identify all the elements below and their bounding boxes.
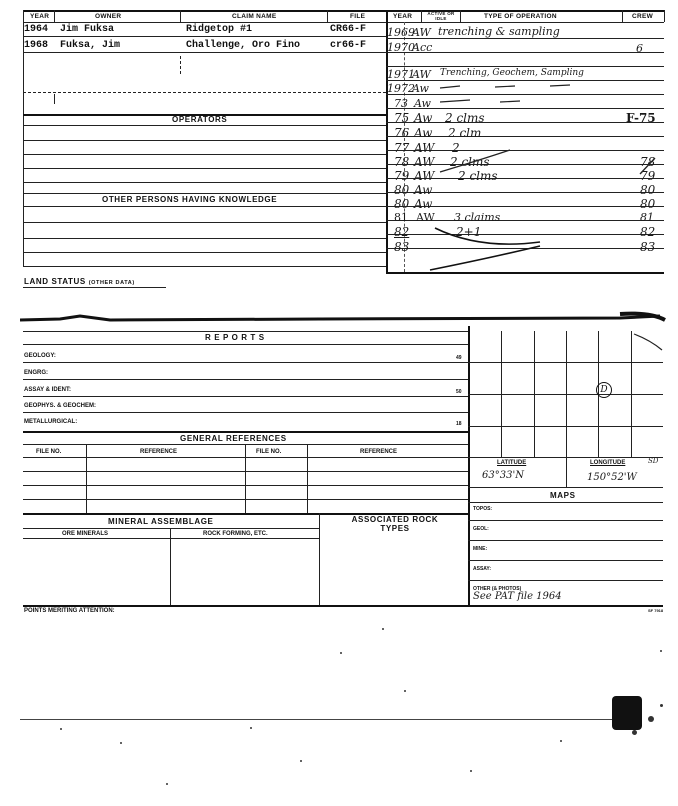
owner-row-2-year: 1968 <box>24 40 49 51</box>
owner-row-1-owner: Jim Fuksa <box>60 24 115 35</box>
activity-status-11: Aw <box>414 183 433 197</box>
activity-status-8: AW <box>414 141 435 155</box>
reports-assay-num: 50 <box>456 389 462 395</box>
activity-year-2: 1970 <box>387 41 415 54</box>
torn-edge-band <box>20 310 670 326</box>
activity-status-12: Aw <box>414 197 433 211</box>
owner-row-2-owner: Fuksa, Jim <box>60 40 121 51</box>
activity-operation-14: 2+1 <box>456 225 482 239</box>
activity-crew-2: 6 <box>636 42 643 55</box>
activity-year-12: 80 <box>394 197 410 211</box>
points-meriting-attention-label: POINTS MERITING ATTENTION: <box>24 608 115 614</box>
header-crew: CREW <box>632 13 654 20</box>
activity-status-7: Aw <box>414 126 433 140</box>
activity-status-5: Aw <box>414 97 431 110</box>
activity-status-10: AW <box>414 169 435 183</box>
activity-operation-8: 2 <box>452 141 460 155</box>
activity-year-6: 75 <box>394 111 410 125</box>
owner-row-1-year: 1964 <box>24 24 49 35</box>
activity-year-7: 76 <box>394 126 410 140</box>
activity-crew-10: 79 <box>640 169 656 183</box>
land-status-label: LAND STATUS <box>24 277 86 286</box>
grid-corner-stroke <box>632 330 664 358</box>
activity-crew-12: 80 <box>640 197 656 211</box>
ref-file-no-2-header: FILE NO. <box>256 449 282 455</box>
reports-metallurgical-num: 18 <box>456 421 462 427</box>
header-owner: OWNER <box>95 13 122 20</box>
activity-crew-14: 82 <box>640 225 656 239</box>
header-active-or-idle: ACTIVE OR IDLE <box>427 11 455 21</box>
activity-operation-9: 2 clms <box>450 155 490 169</box>
land-status-sub: (OTHER DATA) <box>88 280 135 286</box>
reports-engrg-label: ENGRG: <box>24 370 48 376</box>
reports-geology-label: GEOLOGY: <box>24 353 56 359</box>
activity-year-11: 80 <box>394 183 410 197</box>
maps-other-label: OTHER (& PHOTOS) <box>473 586 522 592</box>
activity-year-15: 83 <box>394 240 410 254</box>
activity-crew-11: 80 <box>640 183 656 197</box>
rock-forming-header: ROCK FORMING, ETC. <box>203 531 268 537</box>
activity-operation-13: 3 claims <box>454 211 501 224</box>
mineral-assemblage-heading: MINERAL ASSEMBLAGE <box>108 517 214 526</box>
activity-status-3: AW <box>412 68 431 81</box>
header-file: FILE <box>350 13 366 20</box>
activity-crew-15: 83 <box>640 240 656 254</box>
activity-year-1: 1969 <box>387 26 415 39</box>
ref-reference-2-header: REFERENCE <box>360 449 398 455</box>
activity-operation-1: trenching & sampling <box>438 25 560 38</box>
activity-status-13: AW <box>416 211 435 224</box>
longitude-value: 150°52'W <box>587 472 637 483</box>
activity-status-2: Acc <box>412 41 433 54</box>
activity-operation-7: 2 clm <box>448 126 482 140</box>
owner-row-2-file: cr66-F <box>330 40 367 51</box>
reports-metallurgical-label: METALLURGICAL: <box>24 419 78 425</box>
activity-crew-6: F-75 <box>626 111 656 125</box>
general-references-heading: GENERAL REFERENCES <box>180 434 287 443</box>
land-status-underline <box>23 287 166 288</box>
owner-row-2-claim: Challenge, Oro Fino <box>186 40 301 51</box>
maps-topos-label: TOPOS: <box>473 506 493 512</box>
activity-year-8: 77 <box>394 141 410 155</box>
other-persons-heading: OTHER PERSONS HAVING KNOWLEDGE <box>102 195 278 204</box>
activity-year-5: 73 <box>394 97 408 110</box>
reports-heading: R E P O R T S <box>205 333 265 342</box>
ref-file-no-header: FILE NO. <box>36 449 62 455</box>
reports-assay-label: ASSAY & IDENT: <box>24 387 72 393</box>
reports-geophys-label: GEOPHYS. & GEOCHEM: <box>24 403 97 409</box>
activity-status-1: AW <box>412 26 431 39</box>
maps-mine-label: MINE: <box>473 546 488 552</box>
activity-crew-9: 78 <box>640 155 656 169</box>
owner-row-1-file: CR66-F <box>330 24 367 35</box>
activity-year-9: 78 <box>394 155 410 169</box>
activity-year-13: 81 <box>394 211 408 224</box>
land-status-heading <box>24 277 135 286</box>
header-year: YEAR <box>30 13 50 20</box>
header-type-of-operation: TYPE OF OPERATION <box>484 13 557 20</box>
reports-geology-num: 49 <box>456 355 462 361</box>
ore-minerals-header: ORE MINERALS <box>62 531 109 537</box>
maps-other-value: See PAT file 1964 <box>473 591 562 602</box>
activity-status-4: Aw <box>412 82 429 95</box>
activity-operation-3: Trenching, Geochem, Sampling <box>440 68 584 78</box>
activity-year-14: 82 <box>394 225 410 239</box>
activity-year-3: 1971 <box>387 68 415 81</box>
latitude-value: 63°33'N <box>482 470 524 481</box>
longitude-note: SD <box>648 457 659 465</box>
activity-year-4: 1972 <box>387 82 415 95</box>
operators-heading: OPERATORS <box>172 115 228 124</box>
header-year-2: YEAR <box>393 13 413 20</box>
maps-geol-label: GEOL: <box>473 526 489 532</box>
activity-crew-13: 81 <box>640 211 654 224</box>
owner-row-1-claim: Ridgetop #1 <box>186 24 253 35</box>
form-number: SF 7918 <box>648 608 664 613</box>
maps-assay-label: ASSAY: <box>473 566 492 572</box>
maps-heading: MAPS <box>550 491 576 500</box>
ref-reference-header: REFERENCE <box>140 449 178 455</box>
activity-operation-6: 2 clms <box>445 111 485 125</box>
activity-status-6: Aw <box>414 111 433 125</box>
binder-hole-mark <box>612 696 642 730</box>
grid-location-marker: D <box>596 382 612 398</box>
activity-status-9: AW <box>414 155 435 169</box>
latitude-label: LATITUDE <box>497 460 527 466</box>
activity-year-10: 79 <box>394 169 410 183</box>
longitude-label: LONGITUDE <box>590 460 626 466</box>
header-claim-name: CLAIM NAME <box>232 13 277 20</box>
associated-rock-types-heading: ASSOCIATED ROCK TYPES <box>351 515 439 533</box>
activity-operation-10: 2 clms <box>458 169 498 183</box>
handwriting-strokes <box>400 20 670 276</box>
